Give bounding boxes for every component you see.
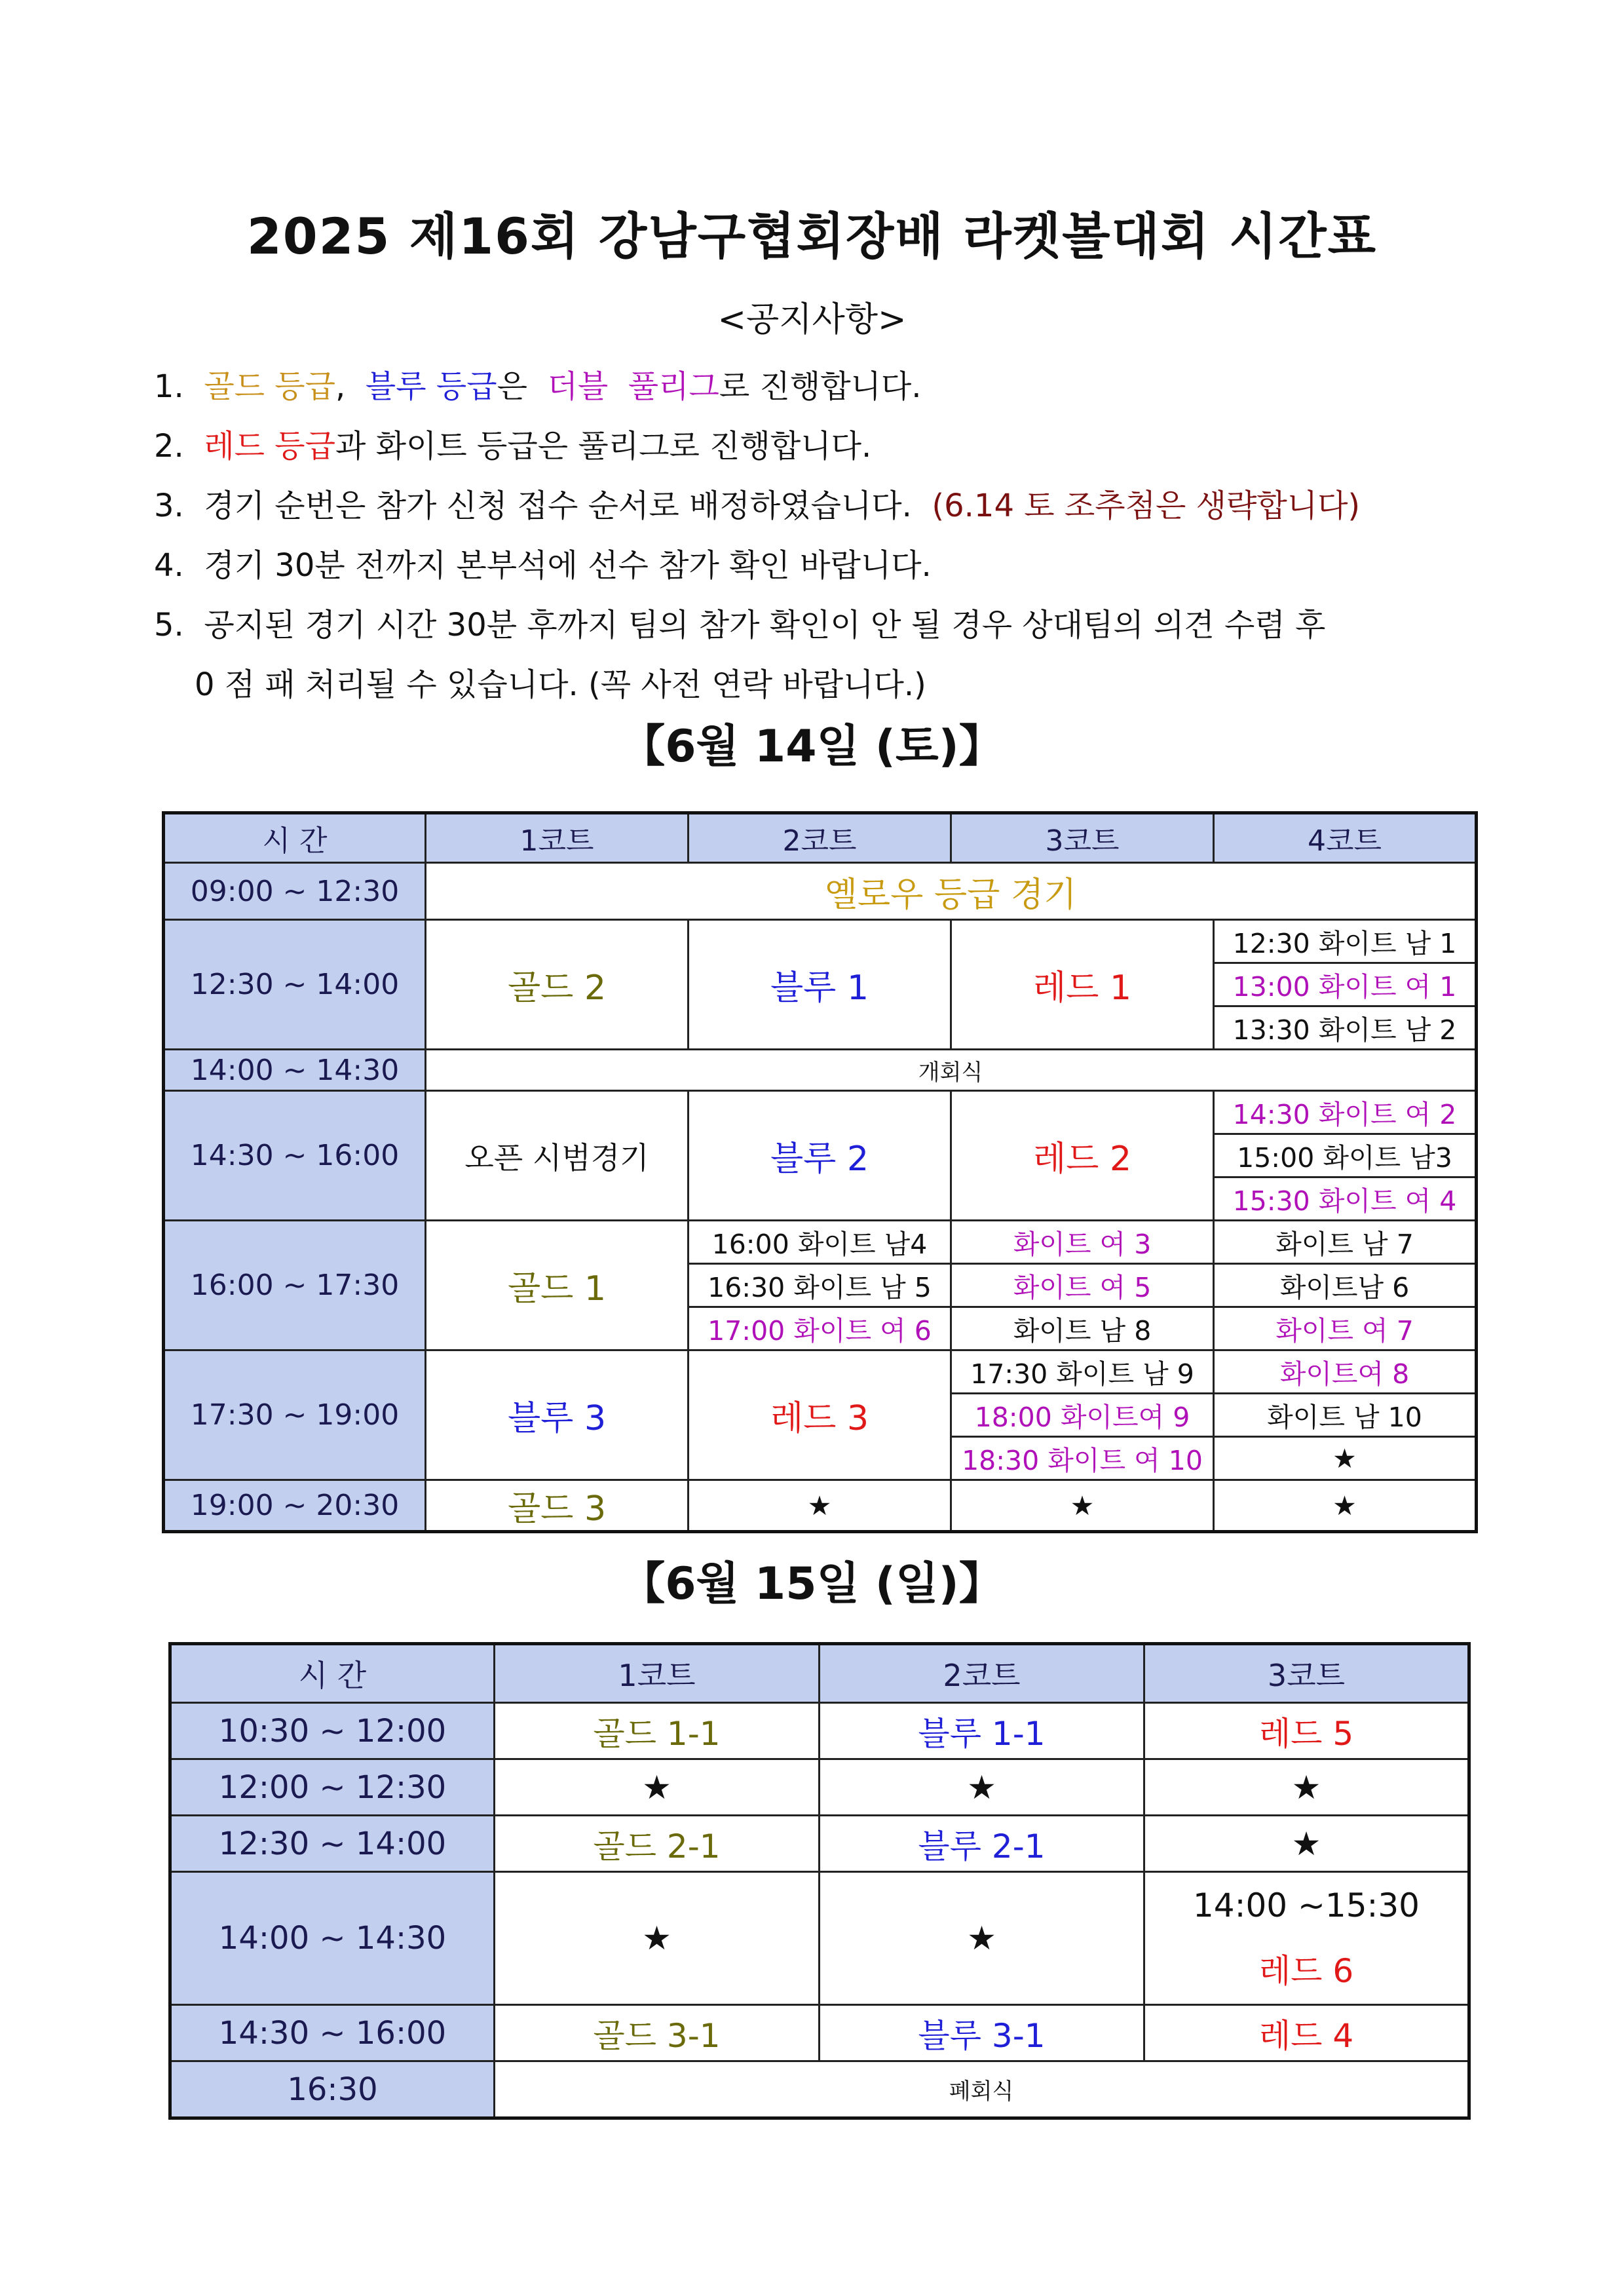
time-cell: 10:30 ~ 12:00 (170, 1703, 495, 1759)
table-row (164, 920, 1477, 963)
match-cell: 화이트 여 5 (951, 1264, 1214, 1307)
time-cell: 12:00 ~ 12:30 (170, 1759, 495, 1816)
table-header-row (170, 1644, 1469, 1703)
match-cell: 화이트여 8 (1214, 1350, 1477, 1394)
table-row (170, 1816, 1469, 1872)
notice-4 (154, 536, 1497, 596)
header-court-3: 3코트 (951, 813, 1214, 863)
particle-text: 은 (497, 368, 527, 405)
star-icon: ★ (820, 1872, 1144, 2005)
notice-text: 경기 30분 전까지 본부석에 선수 참가 확인 바랍니다. (204, 547, 932, 584)
comma-text: , (335, 368, 346, 405)
time-cell: 12:30 ~ 14:00 (164, 920, 426, 1050)
match-cell: 16:00 화이트 남4 (689, 1221, 951, 1264)
match-cell: 18:00 화이트여 9 (951, 1394, 1214, 1437)
match-cell: 블루 1-1 (820, 1703, 1144, 1759)
notice-2 (154, 417, 1497, 476)
notice-5-continued: 0 점 패 처리될 수 있습니다. (꼭 사전 연락 바랍니다.) (195, 666, 926, 703)
star-icon: ★ (495, 1872, 820, 2005)
match-cell: 블루 1 (689, 920, 951, 1050)
day2-schedule-table (168, 1642, 1471, 2120)
match-cell: 골드 3-1 (495, 2005, 820, 2061)
table-row (164, 1221, 1477, 1264)
table-row (170, 1759, 1469, 1816)
table-row (164, 1050, 1477, 1091)
header-court-1: 1코트 (495, 1644, 820, 1703)
notice-heading: <공지사항> (717, 300, 907, 339)
match-cell: 골드 2 (426, 920, 689, 1050)
match-cell: 15:30 화이트 여 4 (1214, 1177, 1477, 1221)
star-icon: ★ (689, 1480, 951, 1532)
notice-number: 1. (154, 368, 184, 405)
match-cell: 12:30 화이트 남 1 (1214, 920, 1477, 963)
header-court-4: 4코트 (1214, 813, 1477, 863)
match-cell: 블루 2 (689, 1091, 951, 1221)
match-cell: 13:00 화이트 여 1 (1214, 963, 1477, 1006)
match-cell: 레드 1 (951, 920, 1214, 1050)
time-cell: 12:30 ~ 14:00 (170, 1816, 495, 1872)
match-cell: 화이트 남 10 (1214, 1394, 1477, 1437)
match-cell: 레드 4 (1144, 2005, 1469, 2061)
header-court-2: 2코트 (689, 813, 951, 863)
match-cell: 골드 1-1 (495, 1703, 820, 1759)
star-icon: ★ (1144, 1759, 1469, 1816)
gold-grade-text: 골드 등급 (204, 368, 336, 405)
table-row (170, 1872, 1469, 2005)
star-icon: ★ (1144, 1816, 1469, 1872)
table-row (164, 1091, 1477, 1134)
closing-ceremony-cell: 폐회식 (495, 2061, 1469, 2118)
match-cell: 화이트 여 7 (1214, 1307, 1477, 1350)
match-cell: 14:30 화이트 여 2 (1214, 1091, 1477, 1134)
header-court-2: 2코트 (820, 1644, 1144, 1703)
match-cell: 화이트 남 7 (1214, 1221, 1477, 1264)
match-cell: 레드 3 (689, 1350, 951, 1480)
match-cell: 레드 5 (1144, 1703, 1469, 1759)
match-cell: 블루 2-1 (820, 1816, 1144, 1872)
table-row (164, 863, 1477, 920)
time-cell: 16:30 (170, 2061, 495, 2118)
time-cell: 09:00 ~ 12:30 (164, 863, 426, 920)
time-cell: 19:00 ~ 20:30 (164, 1480, 426, 1532)
full-league-text: 풀리그 (628, 368, 719, 405)
match-cell: 13:30 화이트 남 2 (1214, 1006, 1477, 1050)
star-icon: ★ (1214, 1480, 1477, 1532)
star-icon: ★ (495, 1759, 820, 1816)
notice-rest-text: 과 화이트 등급은 풀리그로 진행합니다. (335, 428, 872, 465)
header-time: 시 간 (164, 813, 426, 863)
time-cell: 14:00 ~ 14:30 (170, 1872, 495, 2005)
star-icon: ★ (1214, 1437, 1477, 1480)
table-row (170, 2061, 1469, 2118)
match-name-text: 레드 6 (1258, 1952, 1354, 1990)
notice-number: 5. (154, 607, 184, 643)
table-row (164, 1350, 1477, 1394)
notice-list (154, 357, 1497, 715)
notice-highlight: (6.14 토 조추첨은 생략합니다) (932, 488, 1361, 524)
match-cell: 화이트 여 3 (951, 1221, 1214, 1264)
yellow-grade-cell: 옐로우 등급 경기 (426, 863, 1477, 920)
day1-heading: 【6월 14일 (토)】 (620, 721, 1004, 773)
notice-number: 4. (154, 547, 184, 584)
notice-rest-text: 로 진행합니다. (719, 368, 922, 405)
notice-number: 2. (154, 428, 184, 465)
match-cell (1144, 1872, 1469, 2005)
table-header-row (164, 813, 1477, 863)
match-cell: 블루 3-1 (820, 2005, 1144, 2061)
match-cell: 골드 3 (426, 1480, 689, 1532)
header-court-3: 3코트 (1144, 1644, 1469, 1703)
notice-3 (154, 476, 1497, 536)
match-cell: 15:00 화이트 남3 (1214, 1134, 1477, 1177)
red-grade-text: 레드 등급 (204, 428, 336, 465)
match-cell: 레드 2 (951, 1091, 1214, 1221)
table-row (170, 2005, 1469, 2061)
table-row (164, 1480, 1477, 1532)
double-text: 더블 (547, 368, 609, 405)
notice-text: 공지된 경기 시간 30분 후까지 팀의 참가 확인이 안 될 경우 상대팀의 의견 수렴 후 (204, 607, 1326, 643)
match-cell: 블루 3 (426, 1350, 689, 1480)
opening-ceremony-cell: 개회식 (426, 1050, 1477, 1091)
day2-heading: 【6월 15일 (일)】 (620, 1558, 1004, 1610)
notice-5 (154, 596, 1497, 655)
table-row (170, 1703, 1469, 1759)
match-cell: 골드 2-1 (495, 1816, 820, 1872)
header-time: 시 간 (170, 1644, 495, 1703)
match-cell: 16:30 화이트 남 5 (689, 1264, 951, 1307)
time-cell: 14:30 ~ 16:00 (170, 2005, 495, 2061)
day1-schedule-table (162, 811, 1478, 1533)
match-cell: 화이트남 6 (1214, 1264, 1477, 1307)
page-title: 2025 제16회 강남구협회장배 라켓볼대회 시간표 (246, 207, 1378, 265)
header-court-1: 1코트 (426, 813, 689, 863)
match-cell: 골드 1 (426, 1221, 689, 1350)
blue-grade-text: 블루 등급 (365, 368, 497, 405)
match-cell: 18:30 화이트 여 10 (951, 1437, 1214, 1480)
notice-text: 경기 순번은 참가 신청 접수 순서로 배정하였습니다. (204, 488, 912, 524)
match-cell: 17:30 화이트 남 9 (951, 1350, 1214, 1394)
match-cell: 오픈 시범경기 (426, 1091, 689, 1221)
notice-1 (154, 357, 1497, 417)
match-cell: 17:00 화이트 여 6 (689, 1307, 951, 1350)
star-icon: ★ (820, 1759, 1144, 1816)
star-icon: ★ (951, 1480, 1214, 1532)
time-cell: 16:00 ~ 17:30 (164, 1221, 426, 1350)
match-cell: 화이트 남 8 (951, 1307, 1214, 1350)
notice-number: 3. (154, 488, 184, 524)
match-time-text: 14:00 ~15:30 (1193, 1886, 1420, 1924)
time-cell: 17:30 ~ 19:00 (164, 1350, 426, 1480)
time-cell: 14:00 ~ 14:30 (164, 1050, 426, 1091)
time-cell: 14:30 ~ 16:00 (164, 1091, 426, 1221)
